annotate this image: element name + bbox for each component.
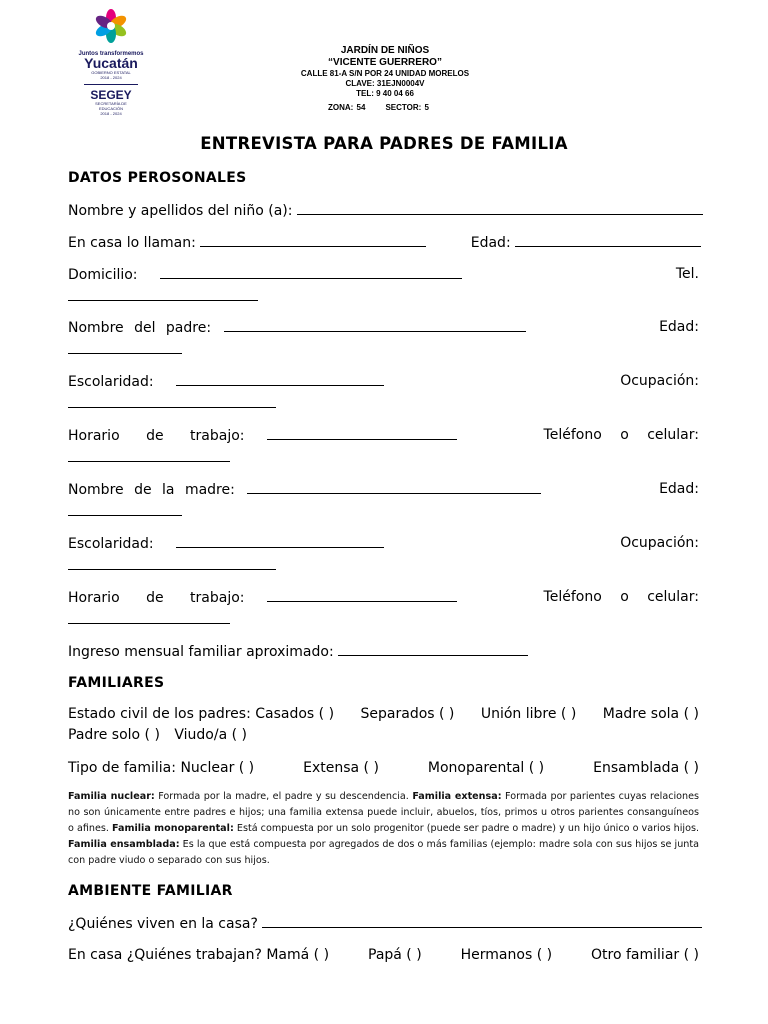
- option-padre-solo[interactable]: Padre solo ( ): [68, 727, 160, 743]
- label-edad-madre: Edad:: [659, 481, 699, 497]
- row-escolaridad-madre: [68, 535, 699, 552]
- option-otro-familiar[interactable]: Otro familiar ( ): [591, 947, 699, 963]
- input-domicilio[interactable]: [160, 266, 462, 279]
- row-horario-madre: [68, 589, 699, 606]
- option-papa[interactable]: Papá ( ): [368, 947, 422, 963]
- term-nuclear: Familia nuclear:: [68, 791, 155, 802]
- logo-tagline: Juntos transformemos: [78, 51, 144, 57]
- option-extensa[interactable]: Extensa ( ): [303, 760, 379, 776]
- input-ocupacion-madre[interactable]: [68, 557, 276, 570]
- option-mama[interactable]: Mamá ( ): [266, 947, 330, 963]
- row-estado-civil-2: [68, 727, 699, 743]
- label-tel: Tel.: [675, 266, 699, 282]
- label-edad-padre: Edad:: [659, 319, 699, 335]
- school-zona: ZONA: 54: [328, 103, 366, 112]
- label-ocupacion-padre: Ocupación:: [620, 373, 699, 389]
- term-ensamblada: Familia ensamblada:: [68, 839, 180, 850]
- estado-civil-label: [68, 706, 334, 722]
- option-separados[interactable]: Separados ( ): [360, 706, 455, 722]
- section-personal: DATOS PEROSONALES: [68, 170, 247, 186]
- label-tipo-familia: Tipo de familia:: [68, 760, 176, 776]
- logo-gov: GOBIERNO ESTATAL: [91, 70, 131, 75]
- label-nombre-padre: Nombre del padre:: [68, 320, 212, 336]
- section-familiares: FAMILIARES: [68, 675, 165, 691]
- school-header: [285, 45, 485, 99]
- yucatan-emblem-icon: [93, 8, 129, 44]
- row-tel-line: [68, 288, 699, 305]
- row-quienes-viven: [68, 915, 699, 932]
- row-nombre-nino: [68, 202, 699, 219]
- label-horario-padre: Horario de trabajo:: [68, 428, 245, 444]
- option-nuclear[interactable]: Nuclear ( ): [180, 760, 255, 776]
- school-sector: SECTOR: 5: [385, 103, 429, 112]
- segey-years: 2018 - 2024: [100, 111, 122, 116]
- row-llaman: [68, 234, 699, 251]
- row-escolaridad-padre: [68, 373, 699, 390]
- label-ocupacion-madre: Ocupación:: [620, 535, 699, 551]
- page-title: ENTREVISTA PARA PADRES DE FAMILIA: [200, 134, 568, 153]
- segey-logo: SEGEY: [90, 88, 132, 102]
- logo-state: Yucatán: [84, 55, 138, 71]
- row-tipo-familia: [68, 760, 699, 776]
- input-edad-nino[interactable]: [515, 234, 701, 247]
- row-telefono-padre-line: [68, 449, 699, 466]
- input-ingreso[interactable]: [338, 643, 528, 656]
- term-extensa: Familia extensa:: [412, 791, 502, 802]
- label-estado-civil: Estado civil de los padres:: [68, 706, 251, 722]
- input-horario-padre[interactable]: [267, 427, 457, 440]
- school-zone-sector: [328, 103, 449, 112]
- label-domicilio: Domicilio:: [68, 267, 138, 283]
- row-estado-civil: [68, 706, 699, 722]
- label-nombre-nino: Nombre y apellidos del niño (a):: [68, 203, 293, 219]
- row-ingreso: [68, 643, 699, 660]
- label-horario-madre: Horario de trabajo:: [68, 590, 245, 606]
- label-edad-nino: Edad:: [470, 235, 511, 251]
- label-ingreso: Ingreso mensual familiar aproximado:: [68, 644, 334, 660]
- option-monoparental[interactable]: Monoparental ( ): [427, 760, 545, 776]
- row-domicilio: [68, 266, 699, 283]
- row-horario-padre: [68, 427, 699, 444]
- government-logo: [74, 8, 148, 116]
- row-padre: [68, 319, 699, 336]
- section-ambiente: AMBIENTE FAMILIAR: [68, 883, 233, 899]
- def-ensamblada: Es la que está compuesta por agregados de dos o más familias (ejemplo: madre sola con sus hijos se junta con padre viudo o separado con sus hijos.: [68, 839, 700, 866]
- label-quienes-trabajan: En casa ¿Quiénes trabajan?: [68, 947, 262, 963]
- input-nombre-madre[interactable]: [247, 481, 541, 494]
- label-llaman: En casa lo llaman:: [68, 235, 196, 251]
- school-clave: CLAVE: 31EJN0004V: [345, 79, 425, 88]
- label-quienes-viven: ¿Quiénes viven en la casa?: [68, 916, 258, 932]
- segey-sub1: SECRETARÍA DE: [95, 101, 127, 106]
- input-quienes-viven[interactable]: [262, 915, 702, 928]
- option-ensamblada[interactable]: Ensamblada ( ): [593, 760, 699, 776]
- input-ocupacion-padre[interactable]: [68, 395, 276, 408]
- row-ocupacion-madre-line: [68, 557, 699, 574]
- option-madre-sola[interactable]: Madre sola ( ): [602, 706, 699, 722]
- row-telefono-madre-line: [68, 611, 699, 628]
- input-telefono-madre[interactable]: [68, 611, 230, 624]
- input-nombre-padre[interactable]: [224, 319, 526, 332]
- school-name: JARDÍN DE NIÑOS: [340, 45, 430, 56]
- label-telefono-padre: Teléfono o celular:: [543, 427, 699, 443]
- input-escolaridad-padre[interactable]: [176, 373, 384, 386]
- school-tel: TEL: 9 40 04 66: [356, 89, 414, 98]
- input-escolaridad-madre[interactable]: [176, 535, 384, 548]
- def-monoparental: Está compuesta por un solo progenitor (puede ser padre o madre) y un hijo único o varios hijos.: [233, 823, 699, 834]
- def-extensa: Formada por parientes cuyas relaciones no son únicamente entre padres e hijos; una familia extensa puede incluir, abuelos, tíos, primos u otros parientes consanguíneos o afines.: [68, 791, 699, 834]
- family-definitions: [68, 789, 699, 869]
- option-viudo[interactable]: Viudo/a ( ): [174, 727, 247, 743]
- row-madre: [68, 481, 699, 498]
- label-escolaridad-padre: Escolaridad:: [68, 374, 154, 390]
- input-tel[interactable]: [68, 288, 258, 301]
- label-escolaridad-madre: Escolaridad:: [68, 536, 154, 552]
- row-edad-madre-line: [68, 503, 699, 520]
- school-address: CALLE 81-A S/N POR 24 UNIDAD MORELOS: [300, 69, 470, 78]
- school-quoted-name: “VICENTE GUERRERO”: [328, 57, 442, 68]
- def-nuclear: Formada por la madre, el padre y su descendencia.: [154, 791, 413, 802]
- segey-sub2: EDUCACIÓN: [98, 106, 123, 111]
- row-quienes-trabajan: [68, 947, 699, 963]
- input-edad-madre[interactable]: [68, 503, 182, 516]
- row-edad-padre-line: [68, 341, 699, 358]
- option-hermanos[interactable]: Hermanos ( ): [460, 947, 553, 963]
- input-llaman[interactable]: [200, 234, 426, 247]
- logo-gov-years: 2018 - 2024: [100, 75, 122, 80]
- row-ocupacion-padre-line: [68, 395, 699, 412]
- input-edad-padre[interactable]: [68, 341, 182, 354]
- input-telefono-padre[interactable]: [68, 449, 230, 462]
- label-telefono-madre: Teléfono o celular:: [543, 589, 699, 605]
- term-monoparental: Familia monoparental:: [112, 823, 234, 834]
- option-union-libre[interactable]: Unión libre ( ): [480, 706, 577, 722]
- input-horario-madre[interactable]: [267, 589, 457, 602]
- label-nombre-madre: Nombre de la madre:: [68, 482, 235, 498]
- input-nombre-nino[interactable]: [297, 202, 703, 215]
- option-casados[interactable]: Casados ( ): [255, 706, 335, 722]
- logo-divider: [84, 84, 138, 85]
